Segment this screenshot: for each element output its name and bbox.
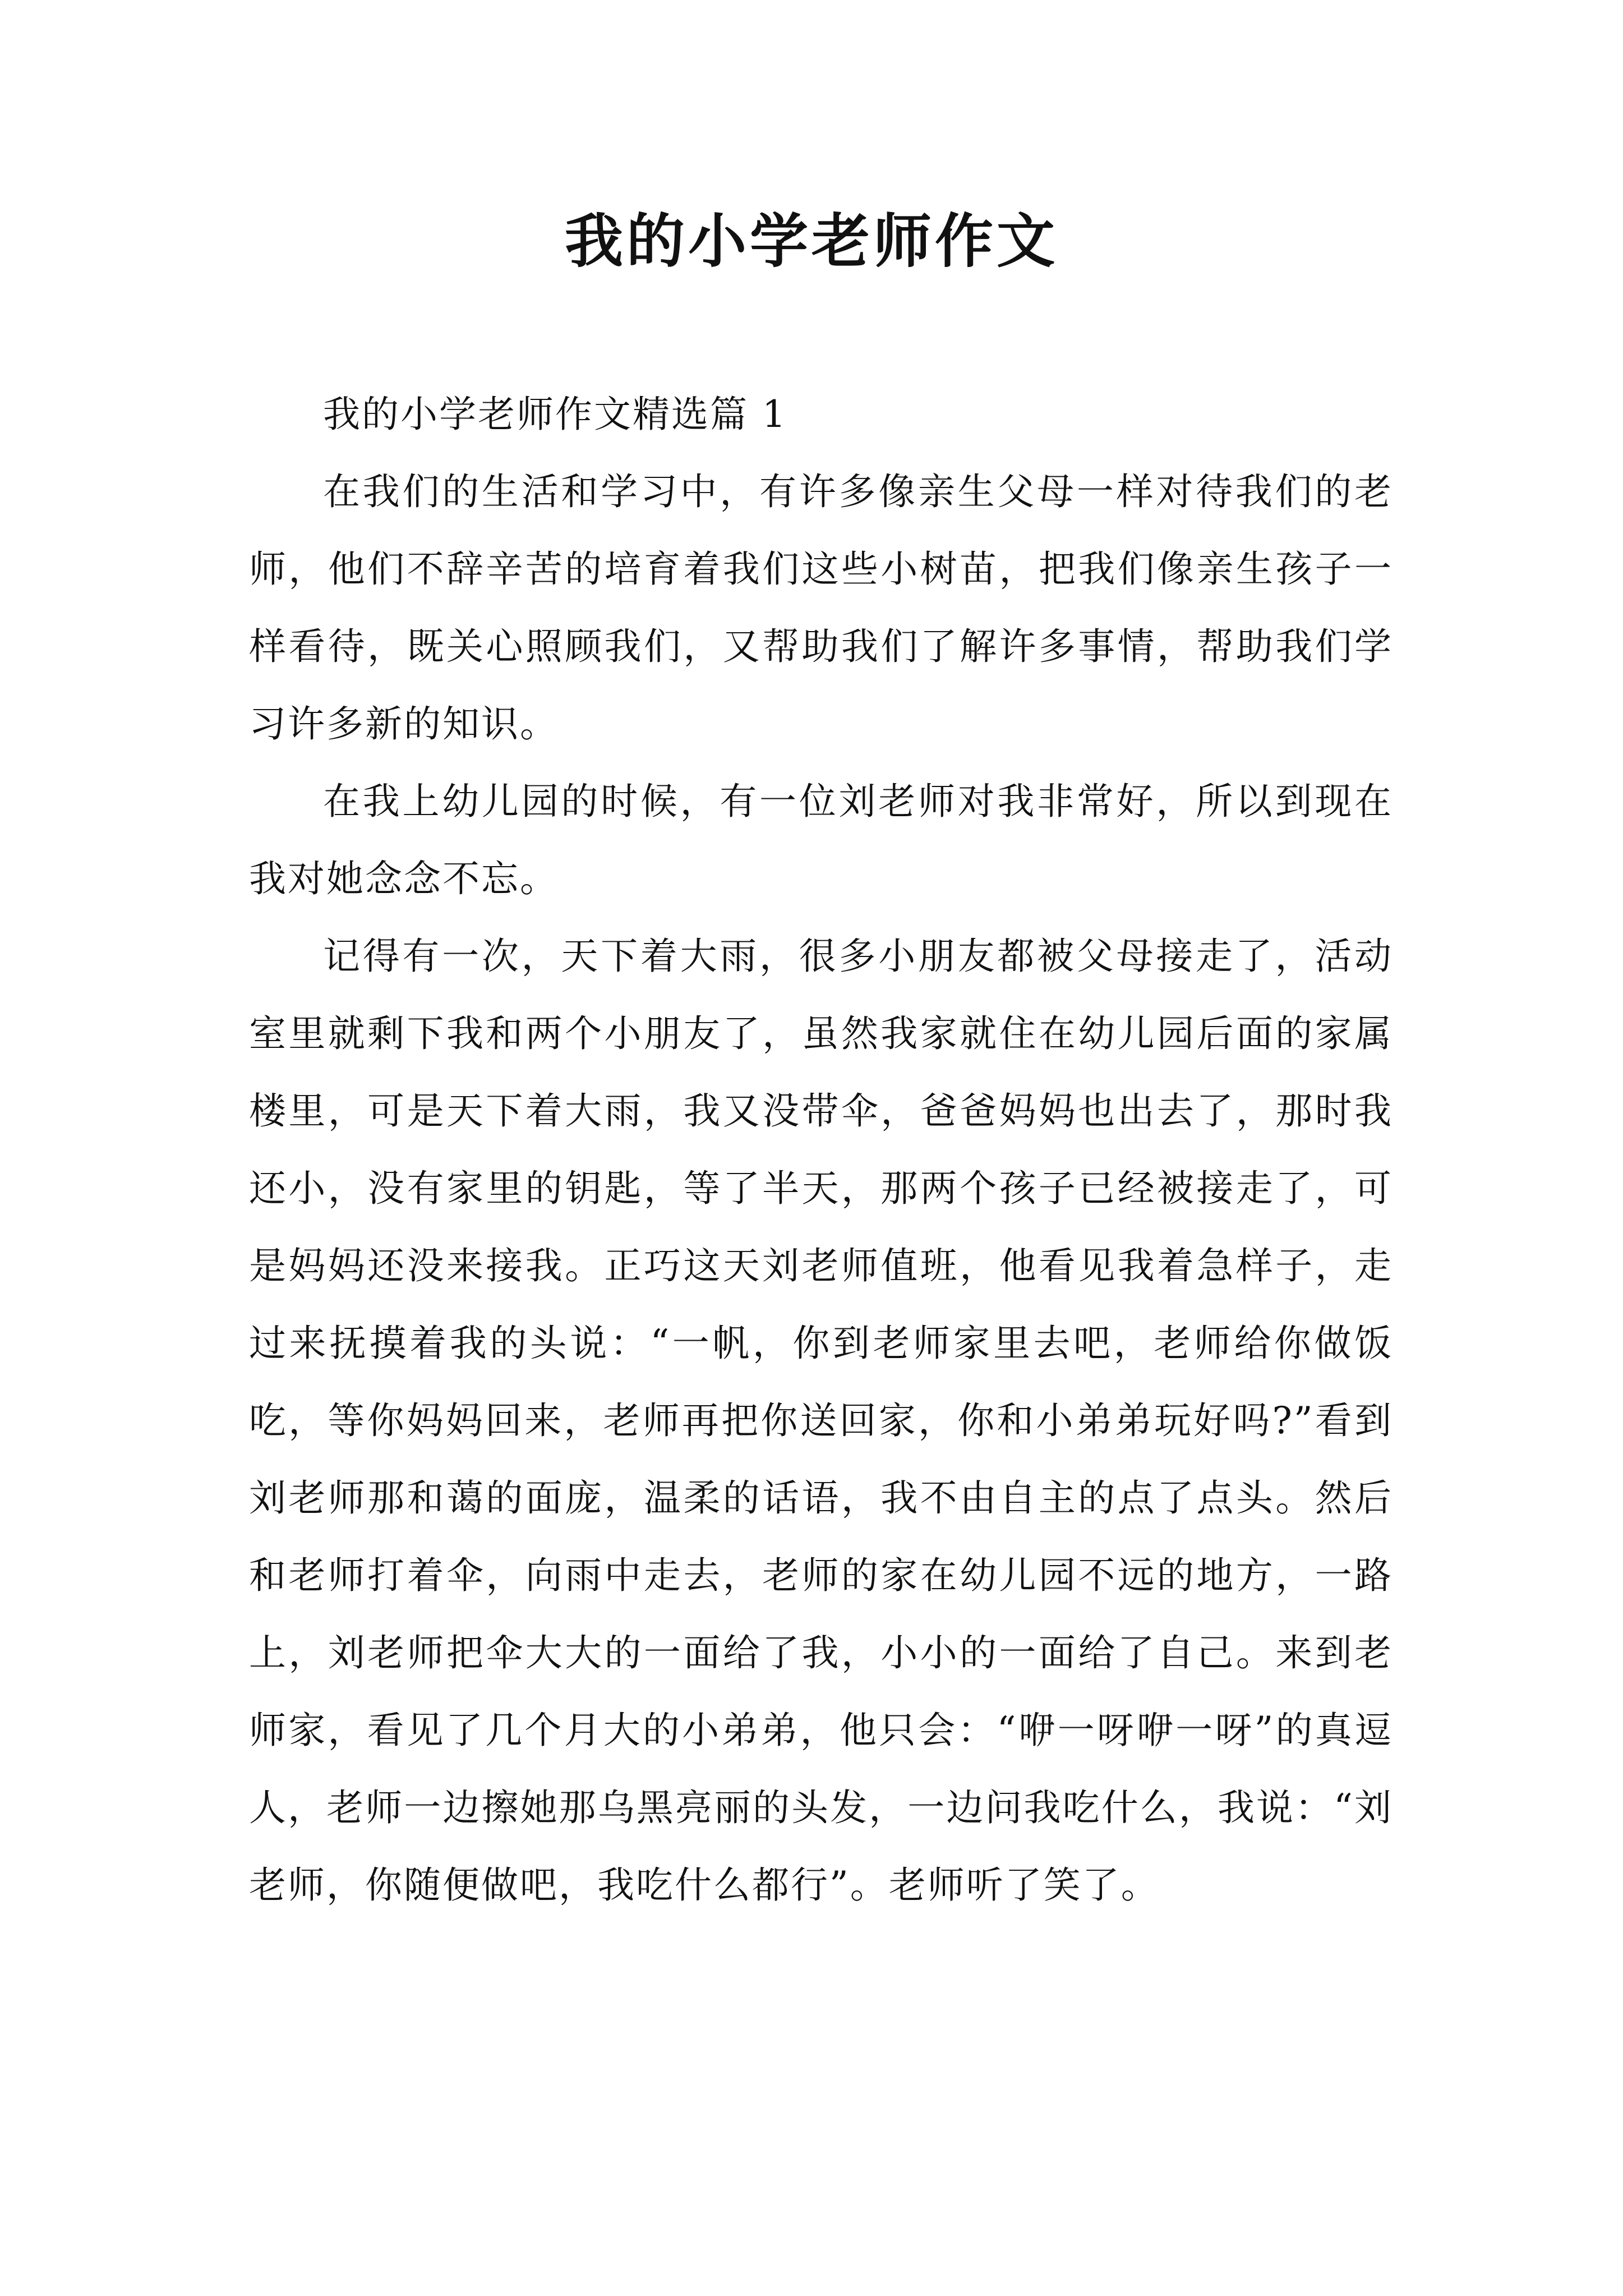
document-title: 我的小学老师作文 bbox=[564, 206, 1058, 275]
paragraph-1: 在我们的生活和学习中，有许多像亲生父母一样对待我们的老师，他们不辞辛苦的培育着我们这些小树苗，把我们像亲生孩子一样看待，既关心照顾我们，又帮助我们了解许多事情，帮助我们学习许多新的知识。 bbox=[249, 470, 1393, 746]
section-heading: 我的小学老师作文精选篇 1 bbox=[323, 393, 787, 436]
document-body bbox=[249, 376, 1393, 1924]
paragraph-2: 在我上幼儿园的时候，有一位刘老师对我非常好，所以到现在我对她念念不忘。 bbox=[249, 780, 1393, 900]
paragraph-3: 记得有一次，天下着大雨，很多小朋友都被父母接走了，活动室里就剩下我和两个小朋友了，虽然我家就住在幼儿园后面的家属楼里，可是天下着大雨，我又没带伞，爸爸妈妈也出去了，那时我还小，没有家里的钥匙，等了半天，那两个孩子已经被接走了，可是妈妈还没来接我。正巧这天刘老师值班，他看见我着急样子，走过来抚摸着我的头说：“一帆，你到老师家里去吧，老师给你做饭吃，等你妈妈回来，老师再把你送回家，你和小弟弟玩好吗?”看到刘老师那和蔼的面庞，温柔的话语，我不由自主的点了点头。然后和老师打着伞，向雨中走去，老师的家在幼儿园不远的地方，一路上，刘老师把伞大大的一面给了我，小小的一面给了自己。来到老师家，看见了几个月大的小弟弟，他只会：“咿一呀咿一呀”的真逗人，老师一边擦她那乌黑亮丽的头发，一边问我吃什么，我说：“刘老师，你随便做吧，我吃什么都行”。老师听了笑了。 bbox=[249, 935, 1393, 1907]
